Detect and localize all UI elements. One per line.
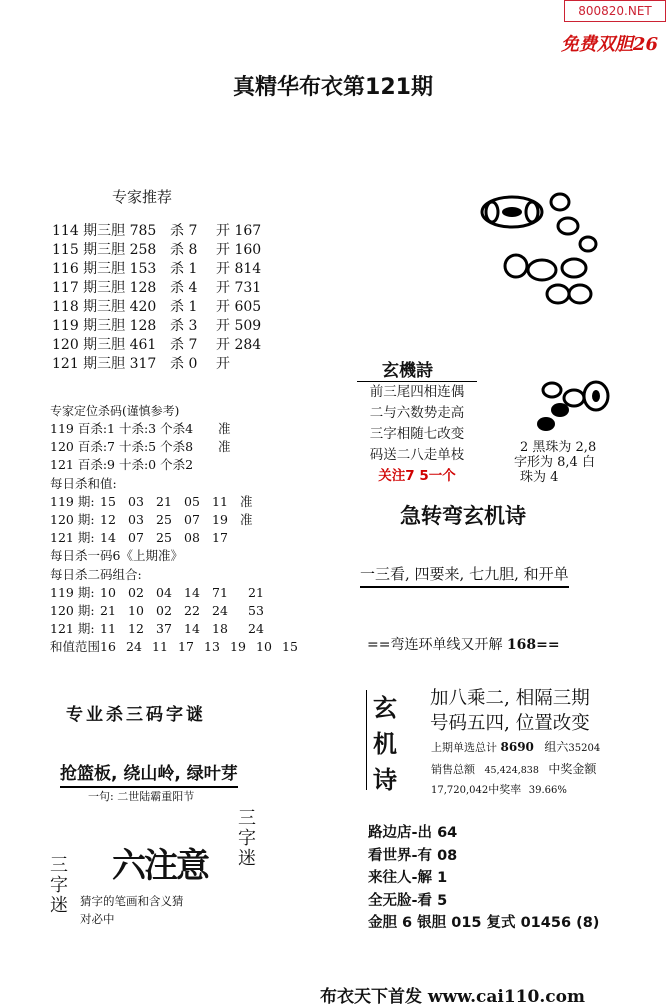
two-code-heading: 每日杀二码组合:: [50, 566, 142, 582]
free-tag: 免费双胆26: [560, 34, 658, 55]
expert-row: 116 期三胆 153 杀 1 开 814: [52, 261, 262, 277]
roadside-line: 来往人-解 1: [368, 870, 448, 886]
position-kill-row: 120 百杀:7 十杀:5 个杀8 准: [50, 439, 231, 455]
two-code-row: 120 期: 21 10 02 22 24 53: [50, 603, 264, 619]
mystic-lines: 加八乘二, 相隔三期 号码五四, 位置改变: [430, 688, 590, 734]
poem-box: [357, 381, 477, 487]
kill-one-code: 每日杀一码6《上期准》: [50, 548, 183, 564]
expert-row: 117 期三胆 128 杀 4 开 731: [52, 280, 262, 296]
two-code-row: 121 期: 11 12 37 14 18 24: [50, 621, 264, 637]
riddle-heading: 专业杀三码字谜: [66, 705, 206, 725]
position-kill-row: 121 百杀:9 十杀:0 个杀2: [50, 457, 194, 473]
position-kill-row: 119 百杀:1 十杀:3 个杀4 准: [50, 421, 231, 436]
poem-line: 二与六数势走高: [369, 405, 465, 421]
turn-heading: 急转弯玄机诗: [400, 504, 526, 528]
poem-heading: 玄機詩: [382, 361, 433, 381]
turn-line: 一三看, 四要来, 七九胆, 和开单: [360, 563, 569, 588]
poem-line: 前三尾四相连偶: [369, 384, 465, 400]
site-watermark: 800820.NET: [564, 0, 666, 22]
riddle-vertical-right: 三字迷: [235, 808, 256, 868]
roadside-line: 全无脸-看 5: [368, 892, 448, 909]
position-kill-section: [50, 402, 298, 657]
sum-kill-row: 119 期: 15 03 21 05 11 准: [50, 493, 253, 509]
beads-graphic-icon: [478, 186, 600, 312]
position-kill-heading: 专家定位杀码(谨慎参考): [50, 404, 180, 418]
mystic-stat-3: 17,720,042中奖率 39.66%: [431, 783, 567, 796]
roadside-line: 看世界-有 08: [368, 847, 458, 864]
expert-row: 115 期三胆 258 杀 8 开 160: [52, 242, 262, 258]
sum-kill-row: 120 期: 12 03 25 07 19 准: [50, 512, 253, 528]
expert-row: 121 期三胆 317 杀 0 开: [52, 356, 230, 372]
mystic-divider: [366, 690, 367, 790]
chain-icon: [530, 376, 614, 434]
poem-line: 三字相随七改变: [369, 426, 465, 442]
riddle-note: 猜字的笔画和含义猜 对必中: [80, 894, 184, 926]
mystic-stat-2: 销售总额 45,424,838 中奖金额: [431, 762, 597, 776]
riddle-big-text: 六注意: [112, 846, 208, 886]
bead-notes: 2 黑珠为 2,8 字形为 8,4 白 珠为 4: [514, 440, 597, 485]
mystic-side: 玄 机 诗: [373, 693, 397, 794]
expert-row: 118 期三胆 420 杀 1 开 605: [52, 299, 262, 315]
riddle-line: 抢篮板, 绕山岭, 绿叶芽: [60, 759, 238, 788]
chain-line: ==弯连环单线又开解 168==: [367, 637, 560, 653]
poem-line: 码送二八走单枝: [369, 447, 465, 463]
expert-row: 114 期三胆 785 杀 7 开 167: [52, 223, 262, 239]
sum-kill-heading: 每日杀和值:: [50, 475, 117, 491]
footer-text: 布衣天下首发 www.cai110.com: [320, 987, 585, 1007]
expert-table: [52, 222, 261, 374]
roadside-line: 路边店-出 64: [368, 825, 458, 841]
two-code-row: 119 期: 10 02 04 14 71 21: [50, 584, 264, 600]
mystic-stat-1: 上期单选总计 8690 组六35204: [431, 740, 601, 754]
expert-row: 120 期三胆 461 杀 7 开 284: [52, 337, 262, 353]
expert-row: 119 期三胆 128 杀 3 开 509: [52, 318, 262, 334]
expert-heading: 专家推荐: [112, 188, 173, 206]
poem-highlight: 关注7 5一个: [378, 468, 456, 484]
roadside-line: 金胆 6 银胆 015 复式 01456 (8): [368, 915, 600, 931]
riddle-vertical-left: 三字迷: [47, 855, 68, 915]
sum-kill-row: 121 期: 14 07 25 08 17: [50, 530, 228, 546]
page-title: 真精华布衣第121期: [233, 75, 433, 100]
riddle-sub: 一句: 二世陆霸重阳节: [88, 790, 195, 803]
sum-range-row: 和值范围16 24 11 17 13 19 10 15: [50, 639, 298, 655]
roadside-list: [368, 822, 599, 935]
